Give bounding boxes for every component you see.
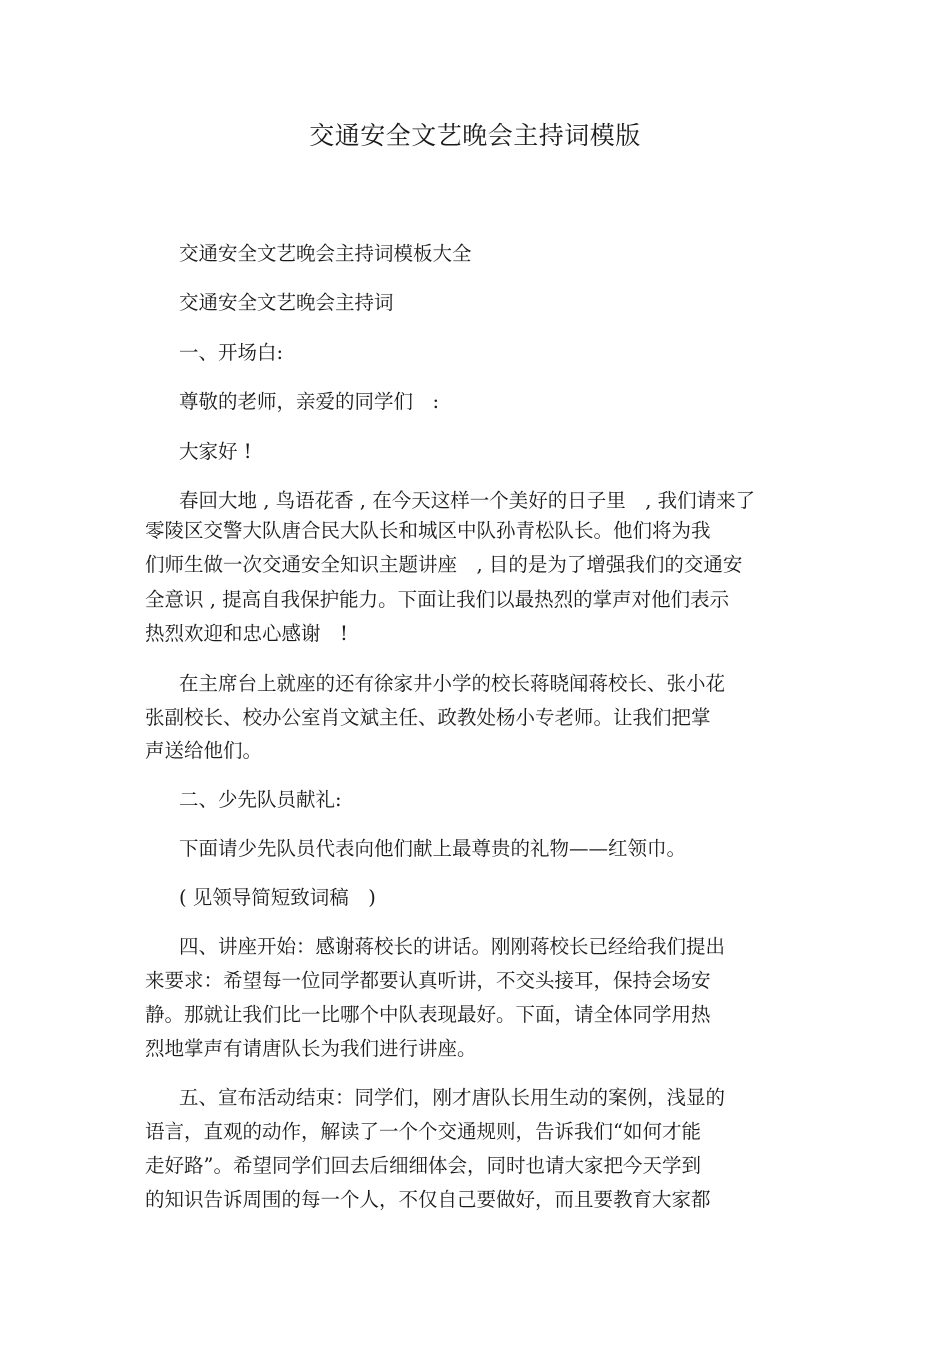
paragraph-line: 五、宣布活动结束：同学们，刚才唐队长用生动的案例，浅显的	[179, 1086, 726, 1109]
paragraph-line: 全意识 , 提高自我保护能力。下面让我们以最热烈的掌声对他们表示	[145, 588, 730, 611]
section-heading: 二、少先队员献礼:	[179, 788, 342, 811]
paragraph-line: 下面请少先队员代表向他们献上最尊贵的礼物——红领巾。	[179, 837, 687, 860]
paragraph-line: 张副校长、校办公室肖文斌主任、政教处杨小专老师。让我们把掌	[145, 706, 711, 729]
section-heading: 一、开场白:	[179, 341, 284, 364]
paragraph-line: 在主席台上就座的还有徐家井小学的校长蒋晓闻蒋校长、张小花	[179, 672, 726, 695]
subtitle-line: 交通安全文艺晚会主持词	[179, 291, 394, 314]
paragraph-line: 零陵区交警大队唐合民大队长和城区中队孙青松队长。他们将为我	[145, 519, 711, 542]
paragraph-line: 春回大地 , 鸟语花香 , 在今天这样一个美好的日子里 , 我们请来了	[179, 489, 756, 512]
paragraph-line: 静。那就让我们比一比哪个中队表现最好。下面，请全体同学用热	[145, 1003, 711, 1026]
greeting-line: 尊敬的老师，亲爱的同学们 :	[179, 390, 440, 413]
paragraph-line: 热烈欢迎和忠心感谢 !	[145, 622, 348, 645]
paragraph-line: 烈地掌声有请唐队长为我们进行讲座。	[145, 1037, 477, 1060]
paragraph-line: ( 见领导简短致词稿 )	[179, 886, 376, 909]
document-title: 交通安全文艺晚会主持词模版	[309, 121, 641, 150]
paragraph-line: 语言，直观的动作，解读了一个个交通规则，告诉我们“如何才能	[145, 1120, 701, 1143]
greeting-line: 大家好 !	[179, 440, 252, 463]
subtitle-line: 交通安全文艺晚会主持词模板大全	[179, 242, 472, 265]
paragraph-line: 们师生做一次交通安全知识主题讲座 , 目的是为了增强我们的交通安	[145, 553, 743, 576]
paragraph-line: 声送给他们。	[145, 739, 263, 762]
paragraph-line: 来要求：希望每一位同学都要认真听讲，不交头接耳，保持会场安	[145, 969, 711, 992]
paragraph-line: 的知识告诉周围的每一个人，不仅自己要做好，而且要教育大家都	[145, 1188, 711, 1211]
paragraph-line: 四、讲座开始：感谢蒋校长的讲话。刚刚蒋校长已经给我们提出	[179, 935, 726, 958]
paragraph-line: 走好路”。希望同学们回去后细细体会，同时也请大家把今天学到	[145, 1154, 701, 1177]
